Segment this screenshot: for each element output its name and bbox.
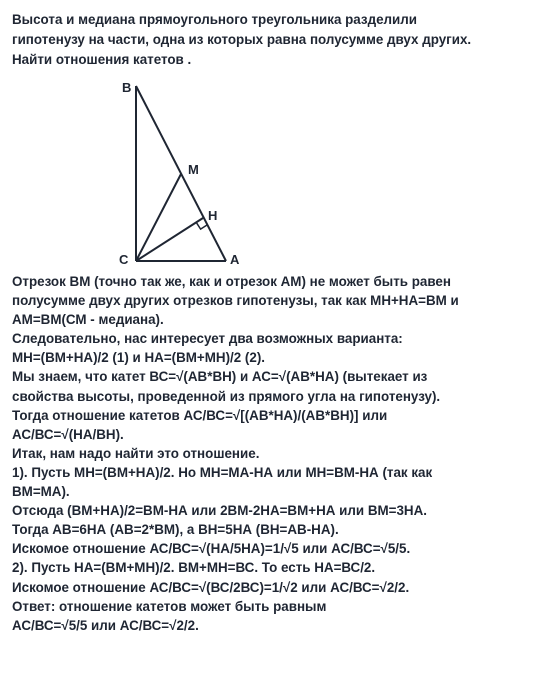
- solution-line: 1). Пусть МН=(ВМ+НА)/2. Но МН=МА-НА или МН=ВМ-НА (так как: [12, 464, 433, 480]
- solution-line: Итак, нам надо найти это отношение.: [12, 445, 260, 461]
- solution-line: Мы знаем, что катет ВС=√(АВ*ВН) и АС=√(АВ*НА) (вытекает из: [12, 369, 428, 385]
- label-c: C: [119, 252, 129, 267]
- triangle-diagram: [110, 78, 260, 268]
- label-h: H: [208, 208, 218, 223]
- problem-line: Найти отношения катетов .: [12, 52, 192, 67]
- solution-line: АМ=ВМ(СМ - медиана).: [12, 312, 164, 328]
- solution-line: полусумме двух других отрезков гипотенузы, так как МН+НА=ВМ и: [12, 293, 459, 309]
- solution-line: Следовательно, нас интересует два возможных варианта:: [12, 331, 403, 347]
- solution-line: свойства высоты, проведенной из прямого угла на гипотенузу).: [12, 388, 441, 404]
- solution-line: Тогда отношение катетов АС/ВС=√[(АВ*НА)/(АВ*ВН)] или: [12, 407, 388, 423]
- label-b: B: [122, 80, 132, 95]
- median-cm: [136, 174, 181, 261]
- solution-line: Искомое отношение АС/ВС=√(ВС/2ВС)=1/√2 или АС/ВС=√2/2.: [12, 579, 410, 595]
- solution-line: АС/ВС=√(НА/ВН).: [12, 426, 124, 442]
- solution-line: 2). Пусть НА=(ВМ+МН)/2. ВМ+МН=ВС. То есть НА=ВС/2.: [12, 560, 376, 576]
- solution-text: [12, 272, 537, 635]
- problem-statement: [12, 10, 537, 70]
- solution-line: Отсюда (ВМ+НА)/2=ВМ-НА или 2ВМ-2НА=ВМ+НА или ВМ=3НА.: [12, 503, 427, 519]
- solution-line: МН=(ВМ+НА)/2 (1) и НА=(ВМ+МН)/2 (2).: [12, 350, 265, 366]
- label-m: M: [188, 162, 199, 177]
- triangle-figure: [110, 78, 260, 268]
- solution-line: ВМ=МА).: [12, 484, 70, 500]
- answer-line: АС/ВС=√5/5 или АС/ВС=√2/2.: [12, 617, 199, 633]
- solution-line: Тогда АВ=6НА (АВ=2*ВМ), а ВН=5НА (ВН=АВ-НА).: [12, 522, 339, 538]
- solution-line: Искомое отношение АС/ВС=√(НА/5НА)=1/√5 или АС/ВС=√5/5.: [12, 541, 411, 557]
- answer-line: Ответ: отношение катетов может быть равным: [12, 598, 327, 614]
- solution-line: Отрезок ВМ (точно так же, как и отрезок АМ) не может быть равен: [12, 274, 451, 289]
- label-a: A: [230, 252, 240, 267]
- problem-line: Высота и медиана прямоугольного треугольника разделили: [12, 12, 417, 27]
- problem-line: гипотенузу на части, одна из которых равна полусумме двух других.: [12, 32, 472, 47]
